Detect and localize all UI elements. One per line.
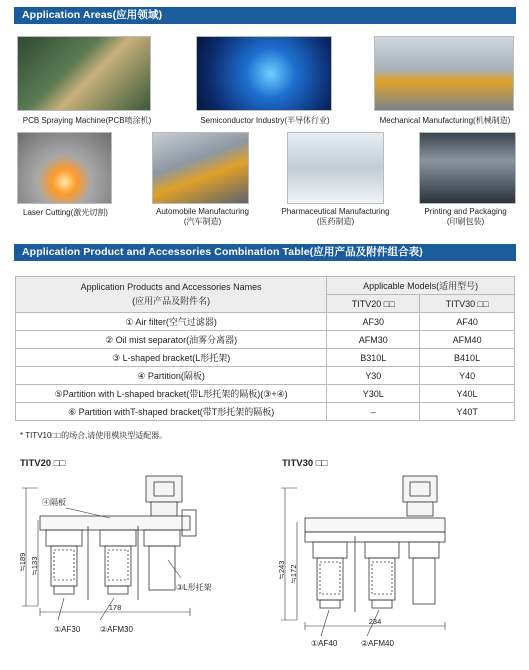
names-header-en: Application Products and Accessories Names bbox=[80, 282, 262, 292]
printing-packaging-image bbox=[419, 132, 516, 204]
model-b-value: AF40 bbox=[420, 313, 515, 331]
application-caption: Laser Cutting(激光切割) bbox=[23, 208, 108, 217]
pharmaceutical-manufacturing-image bbox=[287, 132, 384, 204]
dim-width: 178 bbox=[108, 603, 122, 612]
model-a-value: – bbox=[327, 403, 420, 421]
table-row bbox=[16, 349, 515, 367]
model-a-header: TITV20 □□ bbox=[327, 295, 420, 313]
label-af: ①AF30 bbox=[54, 625, 81, 634]
table-row bbox=[16, 403, 515, 421]
model-a-value: Y30L bbox=[327, 385, 420, 403]
product-name: ② Oil mist separator(油雾分离器) bbox=[16, 331, 327, 349]
footnote: * TITV10□□的场合,请使用模块型适配器。 bbox=[20, 431, 168, 440]
model-b-value: AFM40 bbox=[420, 331, 515, 349]
dim-width: 234 bbox=[368, 617, 382, 626]
names-column-header bbox=[16, 277, 327, 313]
semiconductor-industry-image bbox=[196, 36, 332, 111]
table-row bbox=[16, 385, 515, 403]
application-caption-en: Automobile Manufacturing bbox=[156, 207, 249, 216]
label-af: ①AF40 bbox=[311, 639, 338, 648]
drawing-title-right: TITV30 □□ bbox=[282, 458, 328, 469]
table-row bbox=[16, 313, 515, 331]
label-partition: ④隔板 bbox=[42, 498, 66, 507]
application-caption-cn: (医药制造) bbox=[316, 217, 355, 226]
application-caption: Semiconductor Industry(半导体行业) bbox=[200, 116, 330, 125]
dim-overall-height: ≒189 bbox=[18, 552, 27, 572]
pcb-spraying-machine-image bbox=[17, 36, 151, 111]
application-caption-en: Pharmaceutical Manufacturing bbox=[281, 207, 390, 216]
model-b-header: TITV30 □□ bbox=[420, 295, 515, 313]
model-a-value: AF30 bbox=[327, 313, 420, 331]
label-afm: ②AFM30 bbox=[100, 625, 133, 634]
model-b-value: B410L bbox=[420, 349, 515, 367]
automobile-manufacturing-image bbox=[152, 132, 249, 204]
model-b-value: Y40 bbox=[420, 367, 515, 385]
application-caption-cn: (汽车制造) bbox=[183, 217, 222, 226]
model-a-value: B310L bbox=[327, 349, 420, 367]
dim-overall-height: ≒243 bbox=[277, 560, 286, 580]
laser-cutting-image bbox=[17, 132, 112, 204]
label-afm: ②AFM40 bbox=[361, 639, 394, 648]
application-caption: PCB Spraying Machine(PCB喷涂机) bbox=[22, 116, 152, 125]
combination-table-header: Application Product and Accessories Combination Table(应用产品及附件组合表) bbox=[14, 244, 516, 261]
titv20-drawing bbox=[18, 470, 248, 645]
combination-table bbox=[15, 276, 515, 421]
application-caption: Mechanical Manufacturing(机械制造) bbox=[379, 116, 511, 125]
mechanical-manufacturing-image bbox=[374, 36, 514, 111]
names-header-cn: (应用产品及附件名) bbox=[132, 296, 211, 306]
application-caption-en: Printing and Packaging bbox=[424, 207, 507, 216]
application-areas-header: Application Areas(应用领域) bbox=[14, 7, 516, 24]
model-b-value: Y40L bbox=[420, 385, 515, 403]
dim-body-height: ≒133 bbox=[30, 556, 39, 576]
product-name: ① Air filter(空气过滤器) bbox=[16, 313, 327, 331]
product-name: ③ L-shaped bracket(L形托架) bbox=[16, 349, 327, 367]
models-column-header: Applicable Models(适用型号) bbox=[327, 277, 515, 295]
titv30-drawing bbox=[275, 470, 455, 660]
product-name: ⑤Partition with L-shaped bracket(带L形托架的隔板)(③+④) bbox=[16, 385, 327, 403]
application-caption-cn: (印刷包装) bbox=[446, 217, 485, 226]
table-row bbox=[16, 331, 515, 349]
model-a-value: AFM30 bbox=[327, 331, 420, 349]
model-b-value: Y40T bbox=[420, 403, 515, 421]
drawing-title-left: TITV20 □□ bbox=[20, 458, 66, 469]
dim-body-height: ≒172 bbox=[289, 564, 298, 584]
product-name: ④ Partition(隔板) bbox=[16, 367, 327, 385]
table-row bbox=[16, 367, 515, 385]
model-a-value: Y30 bbox=[327, 367, 420, 385]
label-bracket: ③L形托架 bbox=[176, 583, 212, 592]
product-name: ⑥ Partition withT-shaped bracket(带T形托架的隔板) bbox=[16, 403, 327, 421]
